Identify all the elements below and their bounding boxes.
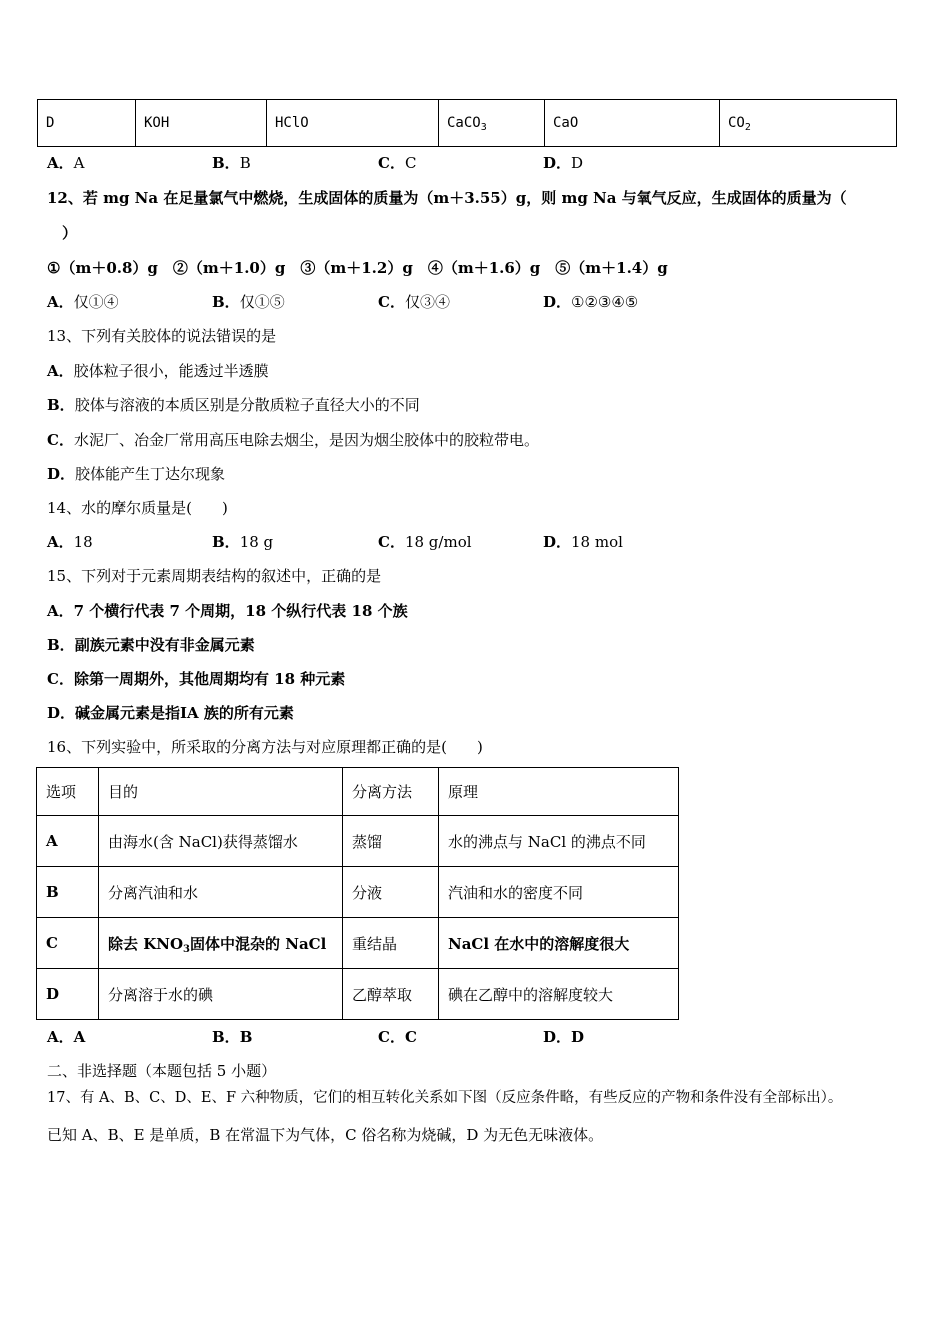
table-cell: HClO [267, 100, 439, 147]
q12-option-c[interactable]: C．仅③④ [378, 293, 450, 311]
q11-option-a[interactable]: A．A [47, 154, 85, 172]
table-cell: 汽油和水的密度不同 [439, 867, 679, 918]
table-cell: 碘在乙醇中的溶解度较大 [439, 969, 679, 1020]
q11-option-c[interactable]: C．C [378, 154, 417, 172]
q13-stem: 13、下列有关胶体的说法错误的是 [47, 327, 277, 345]
q13-option-c[interactable]: C．水泥厂、冶金厂常用高压电除去烟尘，是因为烟尘胶体中的胶粒带电。 [47, 431, 539, 449]
table-row [37, 918, 679, 969]
separation-methods-table [36, 767, 679, 1020]
table-row [37, 867, 679, 918]
q16-option-a[interactable]: A．A [47, 1028, 86, 1046]
q14-option-a[interactable]: A．18 [47, 533, 93, 551]
q12-option-d[interactable]: D．①②③④⑤ [543, 293, 639, 311]
table-header-cell: 选项 [37, 768, 99, 816]
q12-option-b[interactable]: B．仅①⑤ [212, 293, 285, 311]
table-cell: D [37, 969, 99, 1020]
table-cell: B [37, 867, 99, 918]
table-cell: $CO_2$ [720, 100, 897, 147]
q16-option-b[interactable]: B．B [212, 1028, 253, 1046]
q16-option-c[interactable]: C．C [378, 1028, 417, 1046]
table-header-cell: 目的 [99, 768, 343, 816]
table-cell: NaCl 在水中的溶解度很大 [439, 918, 679, 969]
table-cell: 重结晶 [343, 918, 439, 969]
table-row [37, 816, 679, 867]
q15-option-d[interactable]: D．碱金属元素是指ⅠA 族的所有元素 [47, 704, 294, 722]
q16-stem: 16、下列实验中，所采取的分离方法与对应原理都正确的是( ) [47, 738, 483, 756]
q17-line-1: 17、有 A、B、C、D、E、F 六种物质，它们的相互转化关系如下图（反应条件略，有些反应的产物和条件没有全部标出）。 [47, 1090, 843, 1106]
table-cell: KOH [136, 100, 267, 147]
q14-option-c[interactable]: C．18 g/mol [378, 533, 472, 551]
table-cell: 乙醇萃取 [343, 969, 439, 1020]
q13-option-d[interactable]: D．胶体能产生丁达尔现象 [47, 465, 226, 483]
table-cell: 由海水(含 NaCl)获得蒸馏水 [99, 816, 343, 867]
table-cell: 除去 $KNO_3$固体中混杂的 NaCl [99, 918, 343, 969]
table-row [38, 100, 897, 147]
classification-table-row-d [37, 99, 897, 147]
table-cell: CaO [545, 100, 720, 147]
table-cell: 水的沸点与 NaCl 的沸点不同 [439, 816, 679, 867]
table-cell: C [37, 918, 99, 969]
table-cell: A [37, 816, 99, 867]
q15-option-c[interactable]: C．除第一周期外，其他周期均有 18 种元素 [47, 670, 346, 688]
table-row [37, 969, 679, 1020]
q12-choices: ①（m＋0.8）g ②（m＋1.0）g ③（m＋1.2）g ④（m＋1.6）g ⑤（m＋1.4）g [47, 259, 668, 277]
q11-option-b[interactable]: B．B [212, 154, 251, 172]
table-header-cell: 分离方法 [343, 768, 439, 816]
table-header-row [37, 768, 679, 816]
q14-option-d[interactable]: D．18 mol [543, 533, 623, 551]
q12-stem: 12、若 mg Na 在足量氯气中燃烧，生成固体的质量为（m＋3.55）g，则 mg Na 与氧气反应，生成固体的质量为（ [47, 189, 847, 207]
q15-stem: 15、下列对于元素周期表结构的叙述中，正确的是 [47, 567, 382, 585]
q16-option-d[interactable]: D．D [543, 1028, 585, 1046]
q11-option-d[interactable]: D．D [543, 154, 584, 172]
q15-option-b[interactable]: B．副族元素中没有非金属元素 [47, 636, 255, 654]
table-cell: 分离溶于水的碘 [99, 969, 343, 1020]
q17-line-2: 已知 A、B、E 是单质，B 在常温下为气体，C 俗名称为烧碱，D 为无色无味液体。 [47, 1126, 604, 1144]
table-cell: D [38, 100, 136, 147]
q14-option-b[interactable]: B．18 g [212, 533, 274, 551]
table-cell: 分离汽油和水 [99, 867, 343, 918]
table-cell: 分液 [343, 867, 439, 918]
q14-stem: 14、水的摩尔质量是( ) [47, 499, 228, 517]
table-header-cell: 原理 [439, 768, 679, 816]
q12-stem-cont: ） [62, 224, 78, 242]
q15-option-a[interactable]: A．7 个横行代表 7 个周期，18 个纵行代表 18 个族 [47, 602, 408, 620]
section-heading: 二、非选择题（本题包括 5 小题） [47, 1062, 277, 1080]
q13-option-a[interactable]: A．胶体粒子很小，能透过半透膜 [47, 362, 269, 380]
q12-option-a[interactable]: A．仅①④ [47, 293, 119, 311]
table-cell: 蒸馏 [343, 816, 439, 867]
table-cell: CaCO$_3$ [439, 100, 545, 147]
q13-option-b[interactable]: B．胶体与溶液的本质区别是分散质粒子直径大小的不同 [47, 396, 420, 414]
